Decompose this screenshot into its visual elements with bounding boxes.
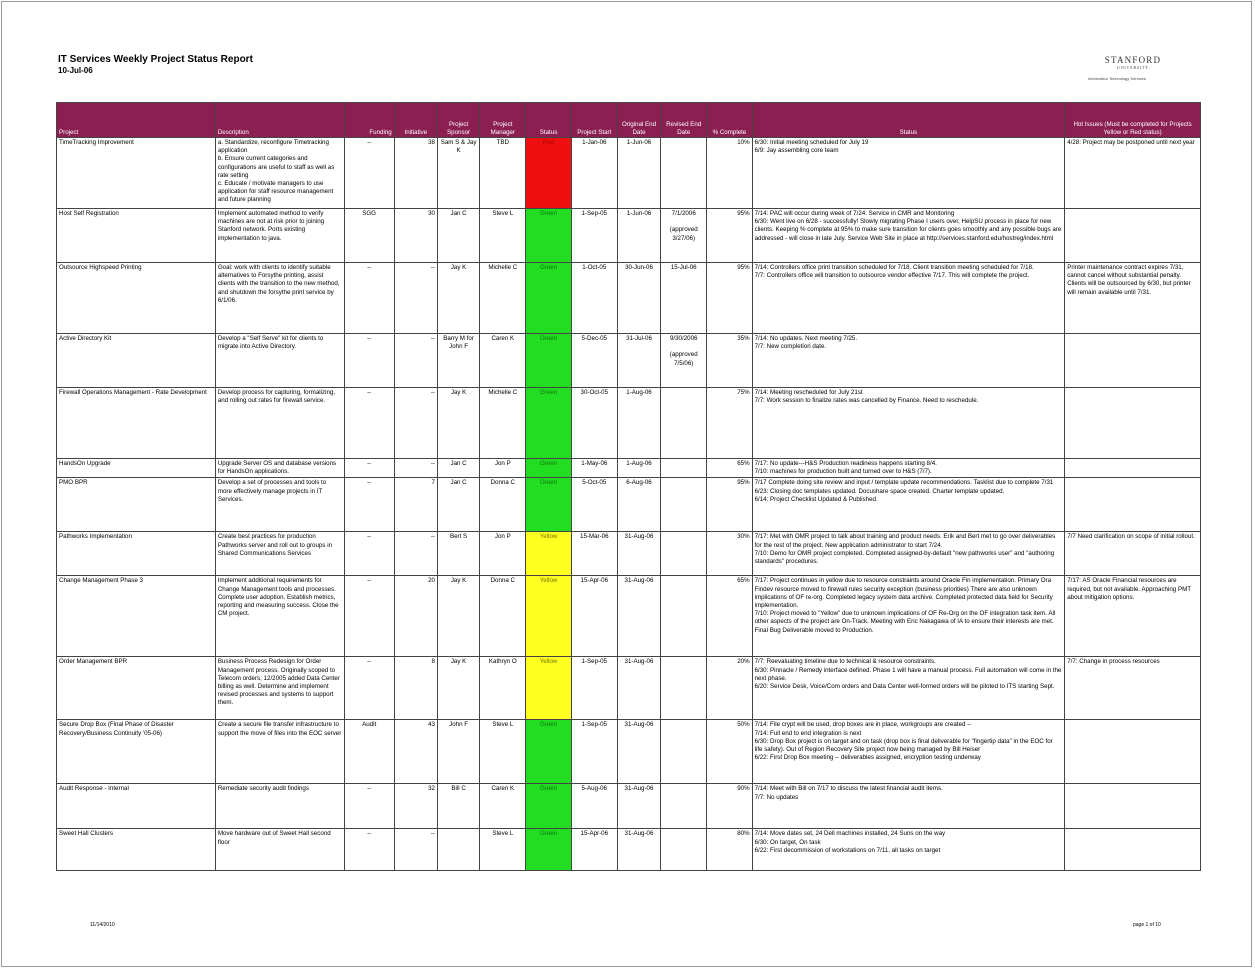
- status-notes-cell: 7/14: Controllers office print transition scheduled for 7/18. Client transition meeting scheduled for 7/18. 7/7: Controllers office will transition to outsource vendor effective 7/17. This will complete the project.: [752, 263, 1065, 334]
- initiative-cell: --: [394, 263, 437, 334]
- funding-cell: --: [344, 784, 394, 829]
- original-end-cell: 31-Aug-06: [617, 829, 660, 871]
- original-end-cell: 1-Aug-06: [617, 459, 660, 478]
- hot-issues-cell: Printer maintenance contract expires 7/31, cannot cancel without substantial penalty. Clients will be outsourced by 6/30, but printer will remain available until 7/31.: [1065, 263, 1201, 334]
- funding-cell: --: [344, 829, 394, 871]
- manager-cell: Steve L: [480, 720, 526, 784]
- start-date-cell: 15-Apr-06: [571, 576, 617, 657]
- status-cell: Yellow: [526, 576, 571, 657]
- manager-cell: Jon P: [480, 459, 526, 478]
- col-start: Project Start: [571, 103, 617, 138]
- funding-cell: --: [344, 657, 394, 720]
- col-description: Description: [215, 103, 344, 138]
- hot-issues-cell: 4/28: Project may be postponed until next year: [1065, 138, 1201, 209]
- hot-issues-cell: [1065, 478, 1201, 532]
- table-row: [57, 657, 1201, 720]
- status-cell: Green: [526, 784, 571, 829]
- col-initiative: Initiative: [394, 103, 437, 138]
- funding-cell: --: [344, 459, 394, 478]
- description-cell: Upgrade Server OS and database versions for HandsOn applications.: [215, 459, 344, 478]
- status-notes-cell: 7/17: Met with OMR project to talk about training and product needs. Erik and Bert met to go over deliverables for the rest of the project. New application administrator to start 7/24. 7/10: Demo for OMR project completed. Completed assigned-by-default "new pathworks user" and "authoring standards" procedures.: [752, 532, 1065, 576]
- hot-issues-cell: [1065, 829, 1201, 871]
- manager-cell: Donna C: [480, 478, 526, 532]
- funding-cell: SGG: [344, 209, 394, 263]
- col-status-notes: Status: [752, 103, 1065, 138]
- status-notes-cell: 7/14: File crypt will be used, drop boxes are in place, workgroups are created -- 7/14: Full end to end integration is next 6/30: Drop Box project is on target and on task (drop box is final deliverable for "fingertip data" in the EOC for life safety). Out of Region Recovery Site project now being managed by Bill Heiser 6/22: First Drop Box meeting -- deliverables assigned, encryption testing underway: [752, 720, 1065, 784]
- status-notes-cell: 7/14: No updates. Next meeting 7/25. 7/7: New completion date.: [752, 334, 1065, 388]
- sponsor-cell: Sam S & Jay K: [437, 138, 479, 209]
- logo-dept-text: Information Technology Services: [1088, 76, 1146, 81]
- sponsor-cell: Bill C: [437, 784, 479, 829]
- percent-complete-cell: 95%: [707, 478, 752, 532]
- original-end-cell: 31-Aug-06: [617, 784, 660, 829]
- manager-cell: Caren K: [480, 334, 526, 388]
- hot-issues-cell: [1065, 209, 1201, 263]
- col-project: Project: [57, 103, 216, 138]
- start-date-cell: 5-Oct-05: [571, 478, 617, 532]
- revised-end-cell: [661, 576, 707, 657]
- sponsor-cell: Jan C: [437, 459, 479, 478]
- hot-issues-cell: [1065, 459, 1201, 478]
- col-manager: Project Manager: [480, 103, 526, 138]
- description-cell: Move hardware out of Sweet Hall second floor: [215, 829, 344, 871]
- initiative-cell: 7: [394, 478, 437, 532]
- percent-complete-cell: 95%: [707, 263, 752, 334]
- footer-date: 11/14/2010: [90, 922, 115, 928]
- description-cell: Remediate security audit findings: [215, 784, 344, 829]
- project-status-table: [56, 102, 1201, 871]
- project-cell: Active Directory Kit: [57, 334, 216, 388]
- manager-cell: Donna C: [480, 576, 526, 657]
- project-cell: Audit Response - Internal: [57, 784, 216, 829]
- status-cell: Green: [526, 209, 571, 263]
- col-orig-end: Original End Date: [617, 103, 660, 138]
- funding-cell: --: [344, 388, 394, 459]
- table-row: [57, 263, 1201, 334]
- original-end-cell: 31-Jul-06: [617, 334, 660, 388]
- original-end-cell: 30-Jun-06: [617, 263, 660, 334]
- initiative-cell: --: [394, 388, 437, 459]
- percent-complete-cell: 75%: [707, 388, 752, 459]
- initiative-cell: --: [394, 829, 437, 871]
- description-cell: Develop a "Self Serve" kit for clients to migrate into Active Directory.: [215, 334, 344, 388]
- funding-cell: --: [344, 532, 394, 576]
- project-cell: Sweet Hall Clusters: [57, 829, 216, 871]
- hot-issues-cell: 7/7 Need clarification on scope of initial rollout.: [1065, 532, 1201, 576]
- start-date-cell: 1-Sep-05: [571, 209, 617, 263]
- stanford-logo: [1088, 55, 1178, 81]
- percent-complete-cell: 30%: [707, 532, 752, 576]
- revised-end-cell: [661, 138, 707, 209]
- start-date-cell: 1-Jan-06: [571, 138, 617, 209]
- funding-cell: --: [344, 263, 394, 334]
- manager-cell: Jon P: [480, 532, 526, 576]
- sponsor-cell: [437, 829, 479, 871]
- table-row: [57, 334, 1201, 388]
- col-complete: % Complete: [707, 103, 752, 138]
- status-notes-cell: 7/14: Meet with Bill on 7/17 to discuss the latest financial audit items. 7/7: No updates: [752, 784, 1065, 829]
- manager-cell: Caren K: [480, 784, 526, 829]
- table-row: [57, 784, 1201, 829]
- project-cell: Outsource Highspeed Printing: [57, 263, 216, 334]
- initiative-cell: 38: [394, 138, 437, 209]
- table-row: [57, 138, 1201, 209]
- sponsor-cell: John F: [437, 720, 479, 784]
- status-cell: Green: [526, 388, 571, 459]
- col-status: Status: [526, 103, 571, 138]
- percent-complete-cell: 10%: [707, 138, 752, 209]
- report-date: 10-Jul-06: [58, 66, 93, 75]
- percent-complete-cell: 80%: [707, 829, 752, 871]
- project-cell: TimeTracking Improvement: [57, 138, 216, 209]
- revised-end-cell: [661, 829, 707, 871]
- description-cell: Create best practices for production Pathworks server and roll out to groups in Shared Communications Services: [215, 532, 344, 576]
- hot-issues-cell: 7/17: AS Oracle Financial resources are required, but not available. Approaching PMT about mitigation options.: [1065, 576, 1201, 657]
- report-title: IT Services Weekly Project Status Report: [58, 54, 253, 65]
- table-row: [57, 388, 1201, 459]
- status-notes-cell: 7/14: PAC will occur during week of 7/24. Service in CMR and Monitoring 6/30: Went live on 6/28 - successfully! Slowly migrating Phase I users over, HelpSU process in place for new clients. Keeping % complete at 95% to make sure transition for clients goes smoothly and any possible bugs are addressed - will close in late July. Service Web Site in place at http://services.stanford.edu/hostreg/index.html: [752, 209, 1065, 263]
- status-cell: Yellow: [526, 657, 571, 720]
- revised-end-cell: [661, 784, 707, 829]
- sponsor-cell: Barry M for John F: [437, 334, 479, 388]
- status-notes-cell: 7/17 Complete doing site review and input / template update recommendations. Tasklist due to complete 7/31 6/23: Closing doc templates updated. Docushare space created. Charter template updated. 6/14: Project Checklist Updated & Published.: [752, 478, 1065, 532]
- initiative-cell: 30: [394, 209, 437, 263]
- project-cell: PMO BPR: [57, 478, 216, 532]
- manager-cell: Michelle C: [480, 263, 526, 334]
- status-notes-cell: 6/30: Initial meeting scheduled for July 19 6/9: Jay assembling core team: [752, 138, 1065, 209]
- funding-cell: --: [344, 478, 394, 532]
- description-cell: Develop process for capturing, formalizing, and rolling out rates for firewall service.: [215, 388, 344, 459]
- table-header-row: [57, 103, 1201, 138]
- percent-complete-cell: 65%: [707, 576, 752, 657]
- start-date-cell: 5-Aug-06: [571, 784, 617, 829]
- status-notes-cell: 7/14: Move dates set, 24 Dell machines installed, 24 Suns on the way 6/30: On target, On task 6/22: First decommission of workstations on 7/11, all tasks on target: [752, 829, 1065, 871]
- footer-page-number: page 1 of 10: [1133, 922, 1161, 928]
- initiative-cell: --: [394, 532, 437, 576]
- revised-end-cell: [661, 657, 707, 720]
- original-end-cell: 1-Jun-06: [617, 138, 660, 209]
- manager-cell: TBD: [480, 138, 526, 209]
- project-cell: Pathworks Implementation: [57, 532, 216, 576]
- description-cell: Create a secure file transfer infrastructure to support the move of files into the EOC server: [215, 720, 344, 784]
- description-cell: Business Process Redesign for Order Management process. Originally scoped to Telecom orders; 12/2005 added Data Center billing as well. Determine and implement revised processes and systems to support them.: [215, 657, 344, 720]
- original-end-cell: 31-Aug-06: [617, 576, 660, 657]
- logo-sub-text: UNIVERSITY: [1117, 65, 1149, 70]
- project-cell: Secure Drop Box (Final Phase of Disaster Recovery/Business Continuity '05-06): [57, 720, 216, 784]
- percent-complete-cell: 90%: [707, 784, 752, 829]
- hot-issues-cell: [1065, 334, 1201, 388]
- start-date-cell: 15-Apr-06: [571, 829, 617, 871]
- sponsor-cell: Jay K: [437, 388, 479, 459]
- initiative-cell: 20: [394, 576, 437, 657]
- description-cell: Implement automated method to verify machines are not at risk prior to joining Stanford network. Ports existing implementation to java.: [215, 209, 344, 263]
- start-date-cell: 1-Sep-05: [571, 720, 617, 784]
- project-cell: Host Self Registration: [57, 209, 216, 263]
- project-cell: Firewall Operations Management - Rate Development: [57, 388, 216, 459]
- hot-issues-cell: [1065, 388, 1201, 459]
- status-notes-cell: 7/17: Project continues in yellow due to resource constraints around Oracle Fin implementation. Primary Ora Findev resource moved to firewall rules security exception (business priorities) There are also unknown implications of OF re-org. Completed legacy system data archive. Completed protected data field for Security implementation. 7/10: Project moved to "Yellow" due to unknown implications of OF Re-Org on the OF integration task item. All other aspects of the project are On-Track. Meeting with Eric Nakagawa of IA to ensure their interests are met. Final Bug Deliverable moved to Production.: [752, 576, 1065, 657]
- revised-end-cell: [661, 532, 707, 576]
- hot-issues-cell: [1065, 720, 1201, 784]
- status-cell: Red: [526, 138, 571, 209]
- funding-cell: Audit: [344, 720, 394, 784]
- original-end-cell: 31-Aug-06: [617, 657, 660, 720]
- table-row: [57, 478, 1201, 532]
- status-cell: Green: [526, 478, 571, 532]
- original-end-cell: 1-Aug-06: [617, 388, 660, 459]
- description-cell: Develop a set of processes and tools to more effectively manage projects in IT Services.: [215, 478, 344, 532]
- sponsor-cell: Jay K: [437, 576, 479, 657]
- initiative-cell: --: [394, 459, 437, 478]
- sponsor-cell: Jan C: [437, 209, 479, 263]
- status-cell: Green: [526, 263, 571, 334]
- sponsor-cell: Jay K: [437, 657, 479, 720]
- sponsor-cell: Jan C: [437, 478, 479, 532]
- status-cell: Green: [526, 720, 571, 784]
- col-funding: Funding: [344, 103, 394, 138]
- manager-cell: Steve L: [480, 829, 526, 871]
- status-cell: Yellow: [526, 532, 571, 576]
- revised-end-cell: [661, 720, 707, 784]
- revised-end-cell: 15-Jul-06: [661, 263, 707, 334]
- original-end-cell: 6-Aug-06: [617, 478, 660, 532]
- revised-end-cell: 9/30/2006 (approved 7/5/06): [661, 334, 707, 388]
- table-row: [57, 532, 1201, 576]
- status-cell: Green: [526, 334, 571, 388]
- manager-cell: Steve L: [480, 209, 526, 263]
- start-date-cell: 5-Dec-05: [571, 334, 617, 388]
- col-sponsor: Project Sponsor: [437, 103, 479, 138]
- revised-end-cell: [661, 388, 707, 459]
- revised-end-cell: [661, 478, 707, 532]
- col-revised-end: Revised End Date: [661, 103, 707, 138]
- status-notes-cell: 7/7: Reevaluating timeline due to technical & resource constraints. 6/30: Pinnacle / Remedy interface defined. Phase 1 will have a manual process. Full automation will come in the next phase. 6/20: Service Desk, Voice/Com orders and Data Center well-formed orders will be piloted to ITS starting Sept.: [752, 657, 1065, 720]
- funding-cell: --: [344, 576, 394, 657]
- start-date-cell: 15-Mar-06: [571, 532, 617, 576]
- description-cell: a. Standardize, reconfigure Timetracking application b. Ensure current categories and configurations are useful to staff as well as rate setting c. Educate / motivate managers to use application for staff resource management and future planning: [215, 138, 344, 209]
- description-cell: Goal: work with clients to identify suitable alternatives to Forsythe printing, assist clients with the transition to the new method, and shutdown the forsythe print service by 6/1/06.: [215, 263, 344, 334]
- percent-complete-cell: 20%: [707, 657, 752, 720]
- table-row: [57, 576, 1201, 657]
- start-date-cell: 30-Oct-05: [571, 388, 617, 459]
- col-hot-issues: Hot Issues (Must be completed for Projects Yellow or Red status): [1065, 103, 1201, 138]
- manager-cell: Michelle C: [480, 388, 526, 459]
- project-cell: HandsOn Upgrade: [57, 459, 216, 478]
- table-row: [57, 459, 1201, 478]
- start-date-cell: 1-May-06: [571, 459, 617, 478]
- sponsor-cell: Jay K: [437, 263, 479, 334]
- table-row: [57, 209, 1201, 263]
- percent-complete-cell: 65%: [707, 459, 752, 478]
- percent-complete-cell: 95%: [707, 209, 752, 263]
- status-notes-cell: 7/17: No update---H&S Production readiness happens starting 8/4. 7/10: machines for production built and turned over to H&S (7/7).: [752, 459, 1065, 478]
- initiative-cell: 8: [394, 657, 437, 720]
- original-end-cell: 31-Aug-06: [617, 532, 660, 576]
- logo-main-text: STANFORD: [1104, 55, 1162, 65]
- funding-cell: --: [344, 334, 394, 388]
- percent-complete-cell: 50%: [707, 720, 752, 784]
- status-cell: Green: [526, 459, 571, 478]
- status-cell: Green: [526, 829, 571, 871]
- project-cell: Order Management BPR: [57, 657, 216, 720]
- percent-complete-cell: 35%: [707, 334, 752, 388]
- description-cell: Implement additional requirements for Change Management tools and processes. Complete user adoption. Establish metrics, reporting and measuring success. Close the CM project.: [215, 576, 344, 657]
- start-date-cell: 1-Oct-05: [571, 263, 617, 334]
- hot-issues-cell: [1065, 784, 1201, 829]
- revised-end-cell: [661, 459, 707, 478]
- table-row: [57, 829, 1201, 871]
- hot-issues-cell: 7/7: Change in process resources: [1065, 657, 1201, 720]
- original-end-cell: 31-Aug-06: [617, 720, 660, 784]
- table-row: [57, 720, 1201, 784]
- status-notes-cell: 7/14: Meeting rescheduled for July 21st 7/7: Work session to finalize rates was cancelled by Finance. Need to reschedule.: [752, 388, 1065, 459]
- sponsor-cell: Bert S: [437, 532, 479, 576]
- initiative-cell: 32: [394, 784, 437, 829]
- original-end-cell: 1-Jun-06: [617, 209, 660, 263]
- initiative-cell: --: [394, 334, 437, 388]
- revised-end-cell: 7/1/2006 (approved 3/27/06): [661, 209, 707, 263]
- initiative-cell: 43: [394, 720, 437, 784]
- start-date-cell: 1-Sep-05: [571, 657, 617, 720]
- manager-cell: Kathryn O: [480, 657, 526, 720]
- project-cell: Change Management Phase 3: [57, 576, 216, 657]
- funding-cell: --: [344, 138, 394, 209]
